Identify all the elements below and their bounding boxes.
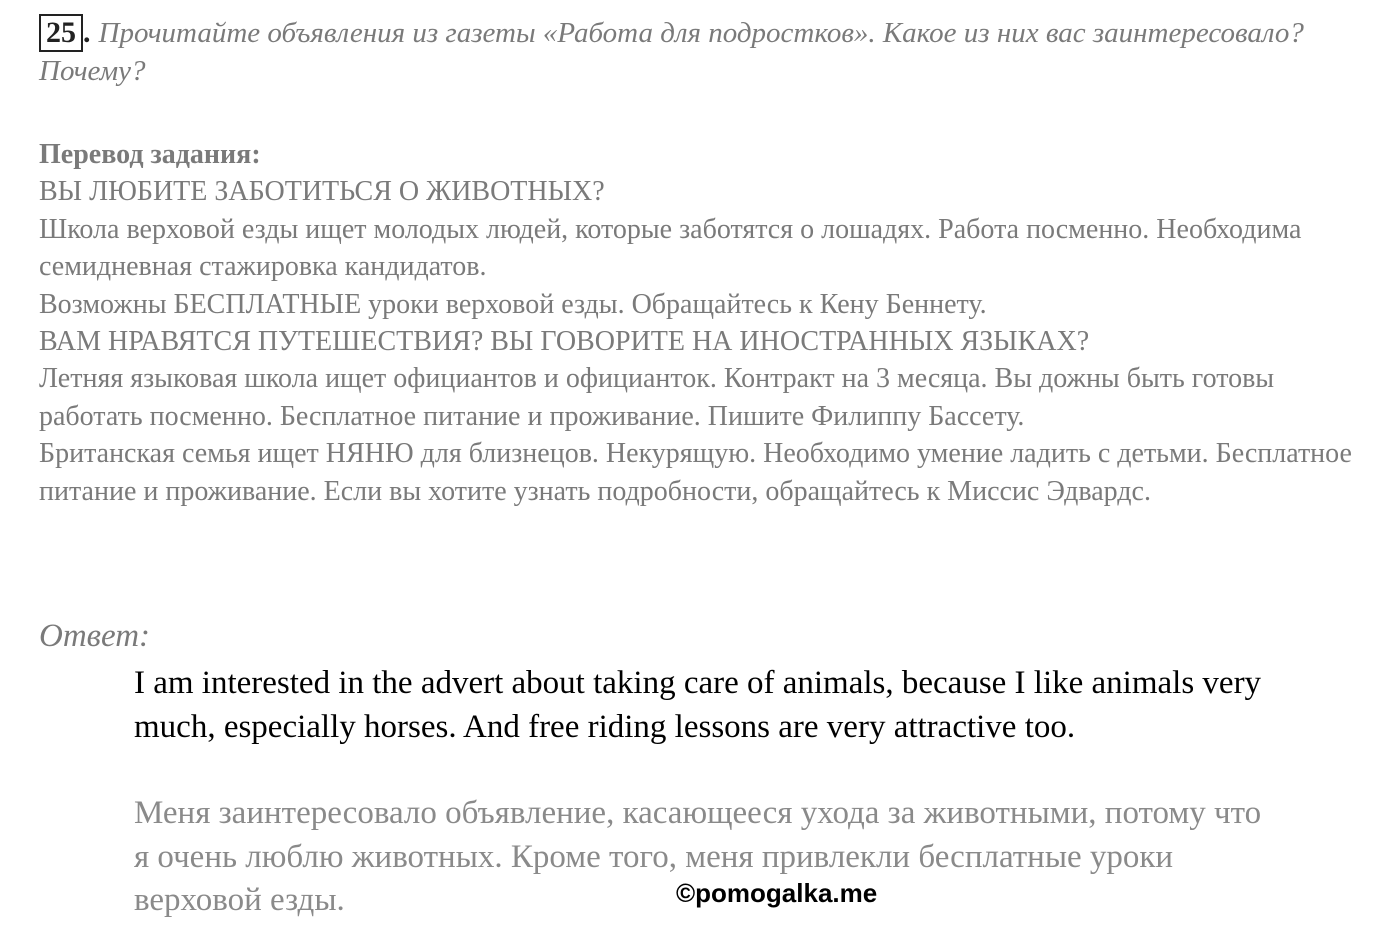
translation-line: Летняя языковая школа ищет официантов и официанток. Контракт на 3 месяца. Вы дожны быть готовы работать посменно. Бесплатное питание и проживание. Пишите Филиппу Бассету. bbox=[39, 363, 1275, 432]
translation-line: ВЫ ЛЮБИТЕ ЗАБОТИТЬСЯ О ЖИВОТНЫХ? bbox=[39, 176, 605, 208]
task-number-dot: . bbox=[83, 16, 91, 49]
translation-block bbox=[39, 136, 1359, 510]
translation-line: Возможны БЕСПЛАТНЫЕ уроки верховой езды. Обращайтесь к Кену Беннету. bbox=[39, 288, 987, 320]
watermark: ©pomogalka.me bbox=[676, 878, 878, 908]
task-instruction: Прочитайте объявления из газеты «Работа для подростков». Какое из них вас заинтересовало? Почему? bbox=[39, 17, 1304, 87]
task-number-box: 25 bbox=[39, 14, 83, 52]
task-header bbox=[39, 14, 1339, 90]
answer-english-text: I am interested in the advert about taking care of animals, because I like animals very much, especially horses. And free riding lessons are very attractive too. bbox=[134, 665, 1262, 745]
answer-label: Ответ: bbox=[39, 618, 151, 654]
translation-heading: Перевод задания: bbox=[39, 139, 261, 170]
translation-line: ВАМ НРАВЯТСЯ ПУТЕШЕСТВИЯ? ВЫ ГОВОРИТЕ НА ИНОСТРАННЫХ ЯЗЫКАХ? bbox=[39, 326, 1090, 358]
translation-line: Школа верховой езды ищет молодых людей, которые заботятся о лошадях. Работа посменно. Необходима семидневная стажировка кандидатов. bbox=[39, 213, 1302, 283]
answer-russian-text: Меня заинтересовало объявление, касающееся ухода за животными, потому что я очень люблю животных. Кроме того, меня привлекли бесплатные уроки верховой езды. bbox=[134, 795, 1262, 918]
translation-line: Британская семья ищет НЯНЮ для близнецов. Некурящую. Необходимо умение ладить с детьми. Бесплатное питание и проживание. Если вы хотите узнать подробности, обращайтесь к Миссис Эдвардс. bbox=[39, 438, 1352, 507]
